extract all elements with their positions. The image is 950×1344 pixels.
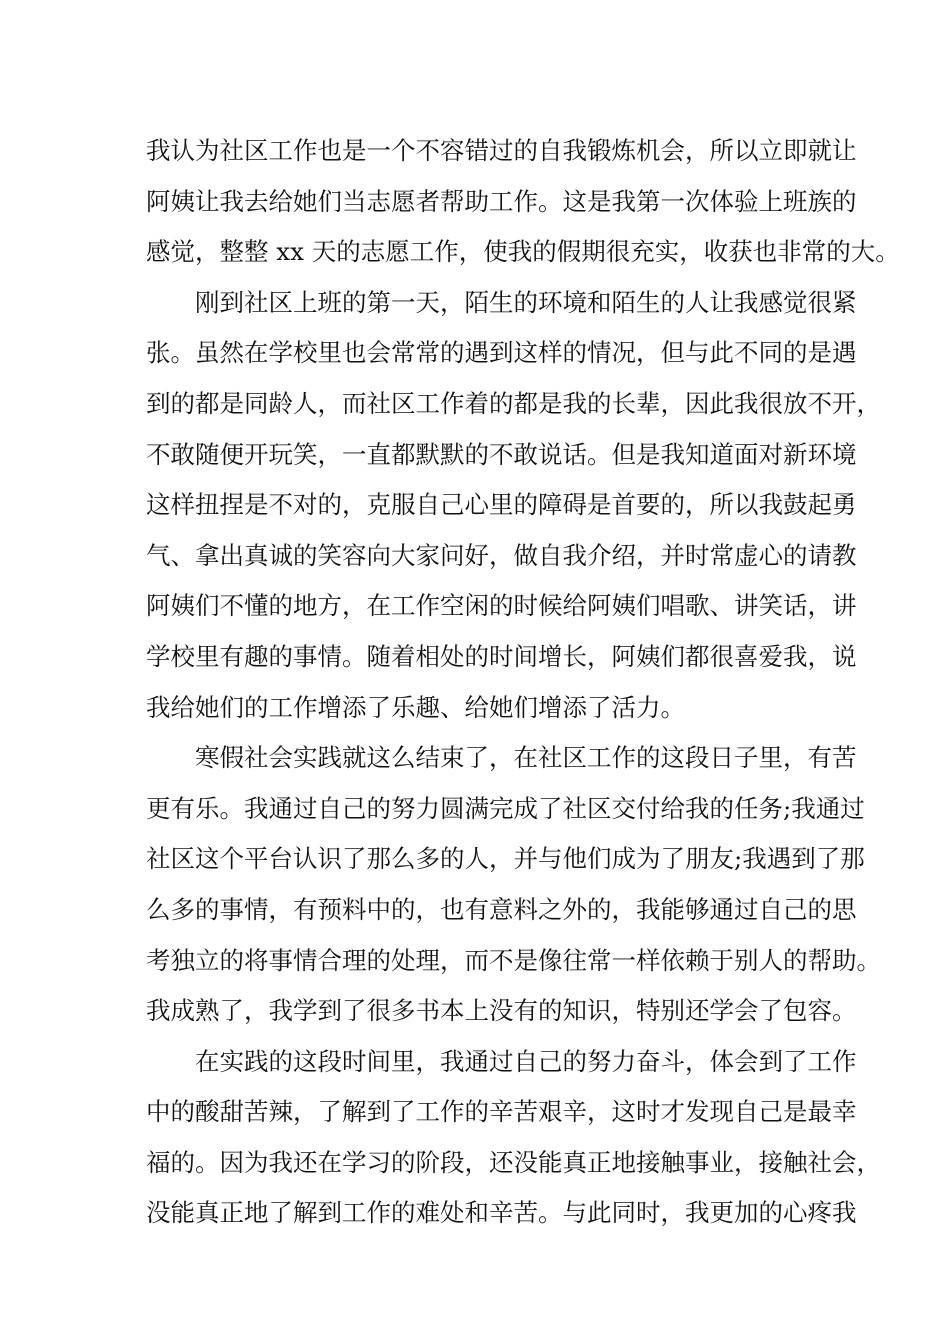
p2-line-7: 阿姨们不懂的地方，在工作空闲的时候给阿姨们唱歌、讲笑话，讲 — [146, 591, 857, 621]
document-body — [146, 126, 900, 1239]
p2-line-6: 气、拿出真诚的笑容向大家问好，做自我介绍，并时常虚心的请教 — [146, 540, 857, 570]
p4-line-1: 在实践的这段时间里，我通过自己的努力奋斗，体会到了工作 — [146, 1046, 857, 1076]
p2-line-9: 我给她们的工作增添了乐趣、给她们增添了活力。 — [146, 692, 685, 722]
p3-line-5: 考独立的将事情合理的处理，而不是像往常一样依赖于别人的帮助。 — [146, 945, 881, 975]
p2-line-8: 学校里有趣的事情。随着相处的时间增长，阿姨们都很喜爱我，说 — [146, 641, 857, 671]
p1-line-1: 我认为社区工作也是一个不容错过的自我锻炼机会，所以立即就让 — [146, 136, 857, 165]
p1-line-2: 阿姨让我去给她们当志愿者帮助工作。这是我第一次体验上班族的 — [146, 186, 857, 216]
p3-line-3: 社区这个平台认识了那么多的人，并与他们成为了朋友;我遇到了那 — [146, 844, 865, 874]
p4-line-3: 福的。因为我还在学习的阶段，还没能真正地接触事业，接触社会， — [146, 1147, 881, 1177]
p2-line-2: 张。虽然在学校里也会常常的遇到这样的情况，但与此不同的是遇 — [146, 338, 857, 368]
p3-line-6: 我成熟了，我学到了很多书本上没有的知识，特别还学会了包容。 — [146, 996, 857, 1026]
p2-line-5: 这样扭捏是不对的，克服自己心里的障碍是首要的，所以我鼓起勇 — [146, 490, 857, 520]
p3-line-2: 更有乐。我通过自己的努力圆满完成了社区交付给我的任务;我通过 — [146, 793, 865, 823]
p2-line-4: 不敢随便开玩笑，一直都默默的不敢说话。但是我知道面对新环境 — [146, 439, 857, 469]
p3-line-4: 么多的事情，有预料中的，也有意料之外的，我能够通过自己的思 — [146, 894, 857, 924]
p4-line-2: 中的酸甜苦辣，了解到了工作的辛苦艰辛，这时才发现自己是最幸 — [146, 1097, 857, 1127]
p2-line-1: 刚到社区上班的第一天，陌生的环境和陌生的人让我感觉很紧 — [146, 287, 857, 317]
p1-line-3: 感觉，整整 xx 天的志愿工作，使我的假期很充实，收获也非常的大。 — [146, 237, 900, 267]
p3-line-1: 寒假社会实践就这么结束了，在社区工作的这段日子里，有苦 — [146, 743, 857, 773]
p2-line-3: 到的都是同龄人，而社区工作着的都是我的长辈，因此我很放不开， — [146, 388, 881, 418]
p4-line-4: 没能真正地了解到工作的难处和辛苦。与此同时，我更加的心疼我 — [146, 1198, 857, 1228]
